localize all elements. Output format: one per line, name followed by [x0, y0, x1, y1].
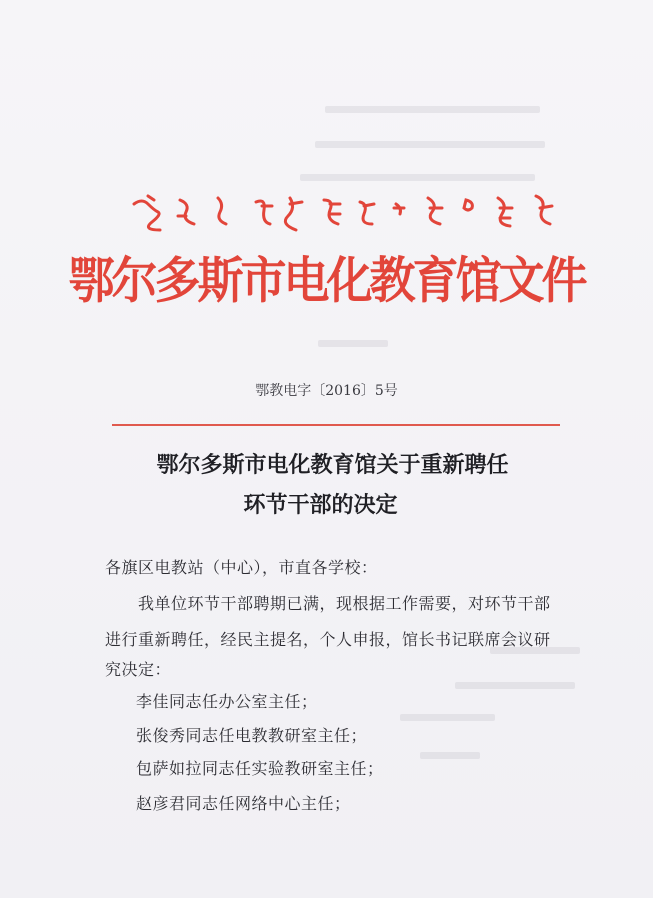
bleed-through-mark	[325, 106, 540, 113]
bleed-through-mark	[455, 682, 575, 689]
document-title-line-2: 环节干部的决定	[243, 493, 398, 518]
appointment-item: 赵彦君同志任网络中心主任；	[136, 794, 351, 813]
bleed-through-mark	[315, 141, 545, 148]
appointment-item: 包萨如拉同志任实验教研室主任；	[136, 759, 384, 778]
paragraph-line: 究决定：	[105, 660, 172, 679]
paragraph-line: 进行重新聘任，经民主提名，个人申报，馆长书记联席会议研	[105, 630, 551, 649]
appointment-item: 张俊秀同志任电教教研室主任；	[136, 726, 368, 745]
bleed-through-mark	[318, 340, 388, 347]
bleed-through-mark	[400, 714, 495, 721]
mongolian-header-script	[128, 186, 568, 236]
appointment-item: 李佳同志任办公室主任；	[136, 692, 318, 711]
red-divider-line	[112, 424, 560, 426]
document-title-line-1: 鄂尔多斯市电化教育馆关于重新聘任	[156, 453, 509, 478]
salutation: 各旗区电教站（中心），市直各学校：	[105, 558, 378, 577]
paragraph-line: 我单位环节干部聘期已满，现根据工作需要，对环节干部	[138, 594, 551, 613]
bleed-through-mark	[300, 174, 535, 181]
issuing-agency-header: 鄂尔多斯市电化教育馆文件	[68, 250, 585, 310]
document-number: 鄂教电字〔2016〕5号	[255, 383, 398, 399]
bleed-through-mark	[420, 752, 480, 759]
